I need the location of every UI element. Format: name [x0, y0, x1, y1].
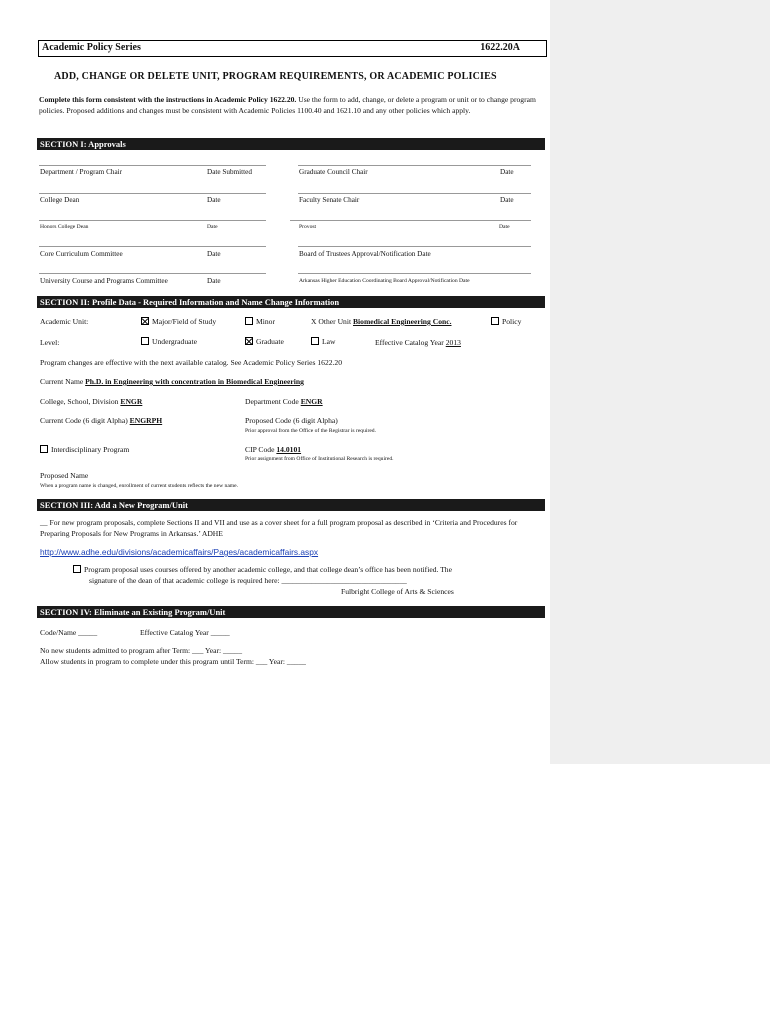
- option-minor-label: Minor: [256, 317, 275, 326]
- sig-label: Graduate Council Chair: [299, 168, 368, 176]
- catalog-year: [375, 338, 461, 347]
- intro-bold: Complete this form consistent with the instructions in Academic Policy 1622.20.: [39, 95, 297, 104]
- new-program-paragraph: __ For new program proposals, complete Sections II and VII and use as a cover sheet for a full program proposal as described in ‘Criteria and Procedures for Preparing Proposals for New Programs in Arkansas.’ ADHE: [40, 518, 518, 538]
- option-minor[interactable]: [245, 317, 275, 326]
- adhe-link[interactable]: [40, 542, 318, 560]
- signature-line: [39, 165, 266, 166]
- checkbox-checked-icon[interactable]: [141, 317, 149, 325]
- sig-date-label: Date: [500, 168, 514, 176]
- sig-date-label: Date: [207, 196, 221, 204]
- option-graduate-label: Graduate: [256, 337, 284, 346]
- signature-line: [290, 220, 531, 221]
- college-division: [40, 397, 142, 406]
- effective-note: Program changes are effective with the next available catalog. See Academic Policy Series 1622.20: [40, 358, 343, 367]
- level-label: Level:: [40, 338, 60, 347]
- other-unit-value: Biomedical Engineering Conc.: [352, 317, 452, 326]
- option-law[interactable]: [311, 337, 336, 346]
- section-2-header: SECTION II: Profile Data - Required Information and Name Change Information: [37, 296, 545, 308]
- department-code: [245, 397, 323, 406]
- signature-line: [39, 193, 266, 194]
- series-title: Academic Policy Series: [42, 42, 141, 53]
- intro-paragraph: [39, 94, 539, 116]
- catalog-year-label: Effective Catalog Year: [375, 338, 444, 347]
- signature-line: [298, 193, 531, 194]
- signature-line: [39, 273, 266, 274]
- checkbox-icon[interactable]: [73, 565, 81, 573]
- header-box: [38, 40, 547, 57]
- current-code-label: Current Code (6 digit Alpha): [40, 416, 128, 425]
- option-major-label: Major/Field of Study: [152, 317, 217, 326]
- current-name: [40, 377, 304, 386]
- academic-unit-label: Academic Unit:: [40, 317, 89, 326]
- other-unit-label: X Other Unit: [311, 317, 352, 326]
- sig-label: Arkansas Higher Education Coordinating Board Approval/Notification Date: [299, 278, 470, 284]
- checkbox-icon[interactable]: [491, 317, 499, 325]
- option-policy-label: Policy: [502, 317, 522, 326]
- proposed-name-note: When a program name is changed, enrollment of current students reflects the new name.: [40, 483, 239, 489]
- option-major[interactable]: [141, 317, 216, 326]
- checkbox-icon[interactable]: [40, 445, 48, 453]
- section-3-header: SECTION III: Add a New Program/Unit: [37, 499, 545, 511]
- sig-label: Board of Trustees Approval/Notification Date: [299, 250, 431, 258]
- cip-note: Prior assignment from Office of Institutional Research is required.: [245, 456, 394, 462]
- current-name-value: Ph.D. in Engineering with concentration in Biomedical Engineering: [85, 377, 304, 386]
- sig-label: Faculty Senate Chair: [299, 196, 360, 204]
- sig-label: Honors College Dean: [40, 224, 89, 230]
- option-graduate[interactable]: [245, 337, 284, 346]
- sig-date-label: Date: [207, 224, 218, 230]
- dean-signature-line: signature of the dean of that academic college is required here: _________________________________: [89, 576, 407, 585]
- cip-code: [245, 445, 301, 454]
- sig-label: Provost: [299, 224, 317, 230]
- option-undergraduate-label: Undergraduate: [152, 337, 197, 346]
- current-name-label: Current Name: [40, 377, 84, 386]
- current-code-value: ENGRPH: [129, 416, 163, 425]
- department-code-value: ENGR: [300, 397, 323, 406]
- allow-students-line: Allow students in program to complete under this program until Term: ___ Year: _____: [40, 657, 306, 666]
- sig-date-label: Date: [499, 224, 510, 230]
- side-panel: [550, 0, 770, 764]
- current-code: [40, 416, 162, 425]
- signature-line: [39, 220, 266, 221]
- proposed-code-label: Proposed Code (6 digit Alpha): [245, 416, 338, 425]
- intro-rest: Use the form to add, change, or delete a program or unit or to change program policies. Proposed additions and changes must be consistent with Academic Policies 1100.40 and 1621.10 and any other policies which apply.: [39, 95, 536, 115]
- interdisciplinary-label: Interdisciplinary Program: [51, 445, 130, 454]
- code-name-field: Code/Name _____: [40, 628, 98, 637]
- adhe-link-text[interactable]: http://www.adhe.edu/divisions/academicaffairs/Pages/academicaffairs.aspx: [40, 547, 319, 557]
- sig-label: College Dean: [40, 196, 80, 204]
- option-other-unit: [311, 317, 452, 326]
- proposed-name-label: Proposed Name: [40, 471, 89, 480]
- signature-line: [298, 246, 531, 247]
- no-new-students-line: No new students admitted to program after Term: ___ Year: _____: [40, 646, 243, 655]
- sig-date-label: Date: [500, 196, 514, 204]
- catalog-year-value: 2013: [445, 338, 461, 347]
- sig-date-label: Date: [207, 250, 221, 258]
- checkbox-icon[interactable]: [245, 317, 253, 325]
- checkbox-checked-icon[interactable]: [245, 337, 253, 345]
- proposed-code-note: Prior approval from the Office of the Registrar is required.: [245, 428, 376, 434]
- option-law-label: Law: [322, 337, 336, 346]
- college-value: ENGR: [120, 397, 143, 406]
- section-1-header: SECTION I: Approvals: [37, 138, 545, 150]
- college-label: College, School, Division: [40, 397, 119, 406]
- section-4-header: SECTION IV: Eliminate an Existing Program/Unit: [37, 606, 545, 618]
- checkbox-icon[interactable]: [311, 337, 319, 345]
- signature-line: [298, 165, 531, 166]
- form-title: ADD, CHANGE OR DELETE UNIT, PROGRAM REQUIREMENTS, OR ACADEMIC POLICIES: [54, 71, 497, 82]
- option-policy[interactable]: [491, 317, 521, 326]
- department-code-label: Department Code: [245, 397, 299, 406]
- interdisciplinary-option[interactable]: [40, 445, 129, 454]
- sig-date-label: Date: [207, 277, 221, 285]
- cip-code-label: CIP Code: [245, 445, 275, 454]
- policy-number: 1622.20A: [480, 42, 520, 53]
- sig-label: Core Curriculum Committee: [40, 250, 123, 258]
- checkbox-icon[interactable]: [141, 337, 149, 345]
- signature-line: [39, 246, 266, 247]
- sig-date-label: Date Submitted: [207, 168, 252, 176]
- cip-code-value: 14.0101: [276, 445, 302, 454]
- courses-other-college-text: Program proposal uses courses offered by another academic college, and that college dean’s office has been notified. The: [84, 565, 452, 574]
- sig-label: Department / Program Chair: [40, 168, 123, 176]
- option-undergraduate[interactable]: [141, 337, 197, 346]
- signature-line: [298, 273, 531, 274]
- catalog-year-field: Effective Catalog Year _____: [140, 628, 230, 637]
- sig-label: University Course and Programs Committee: [40, 277, 168, 285]
- courses-other-college-option[interactable]: [73, 565, 452, 574]
- college-signature-name: Fulbright College of Arts & Sciences: [341, 587, 454, 596]
